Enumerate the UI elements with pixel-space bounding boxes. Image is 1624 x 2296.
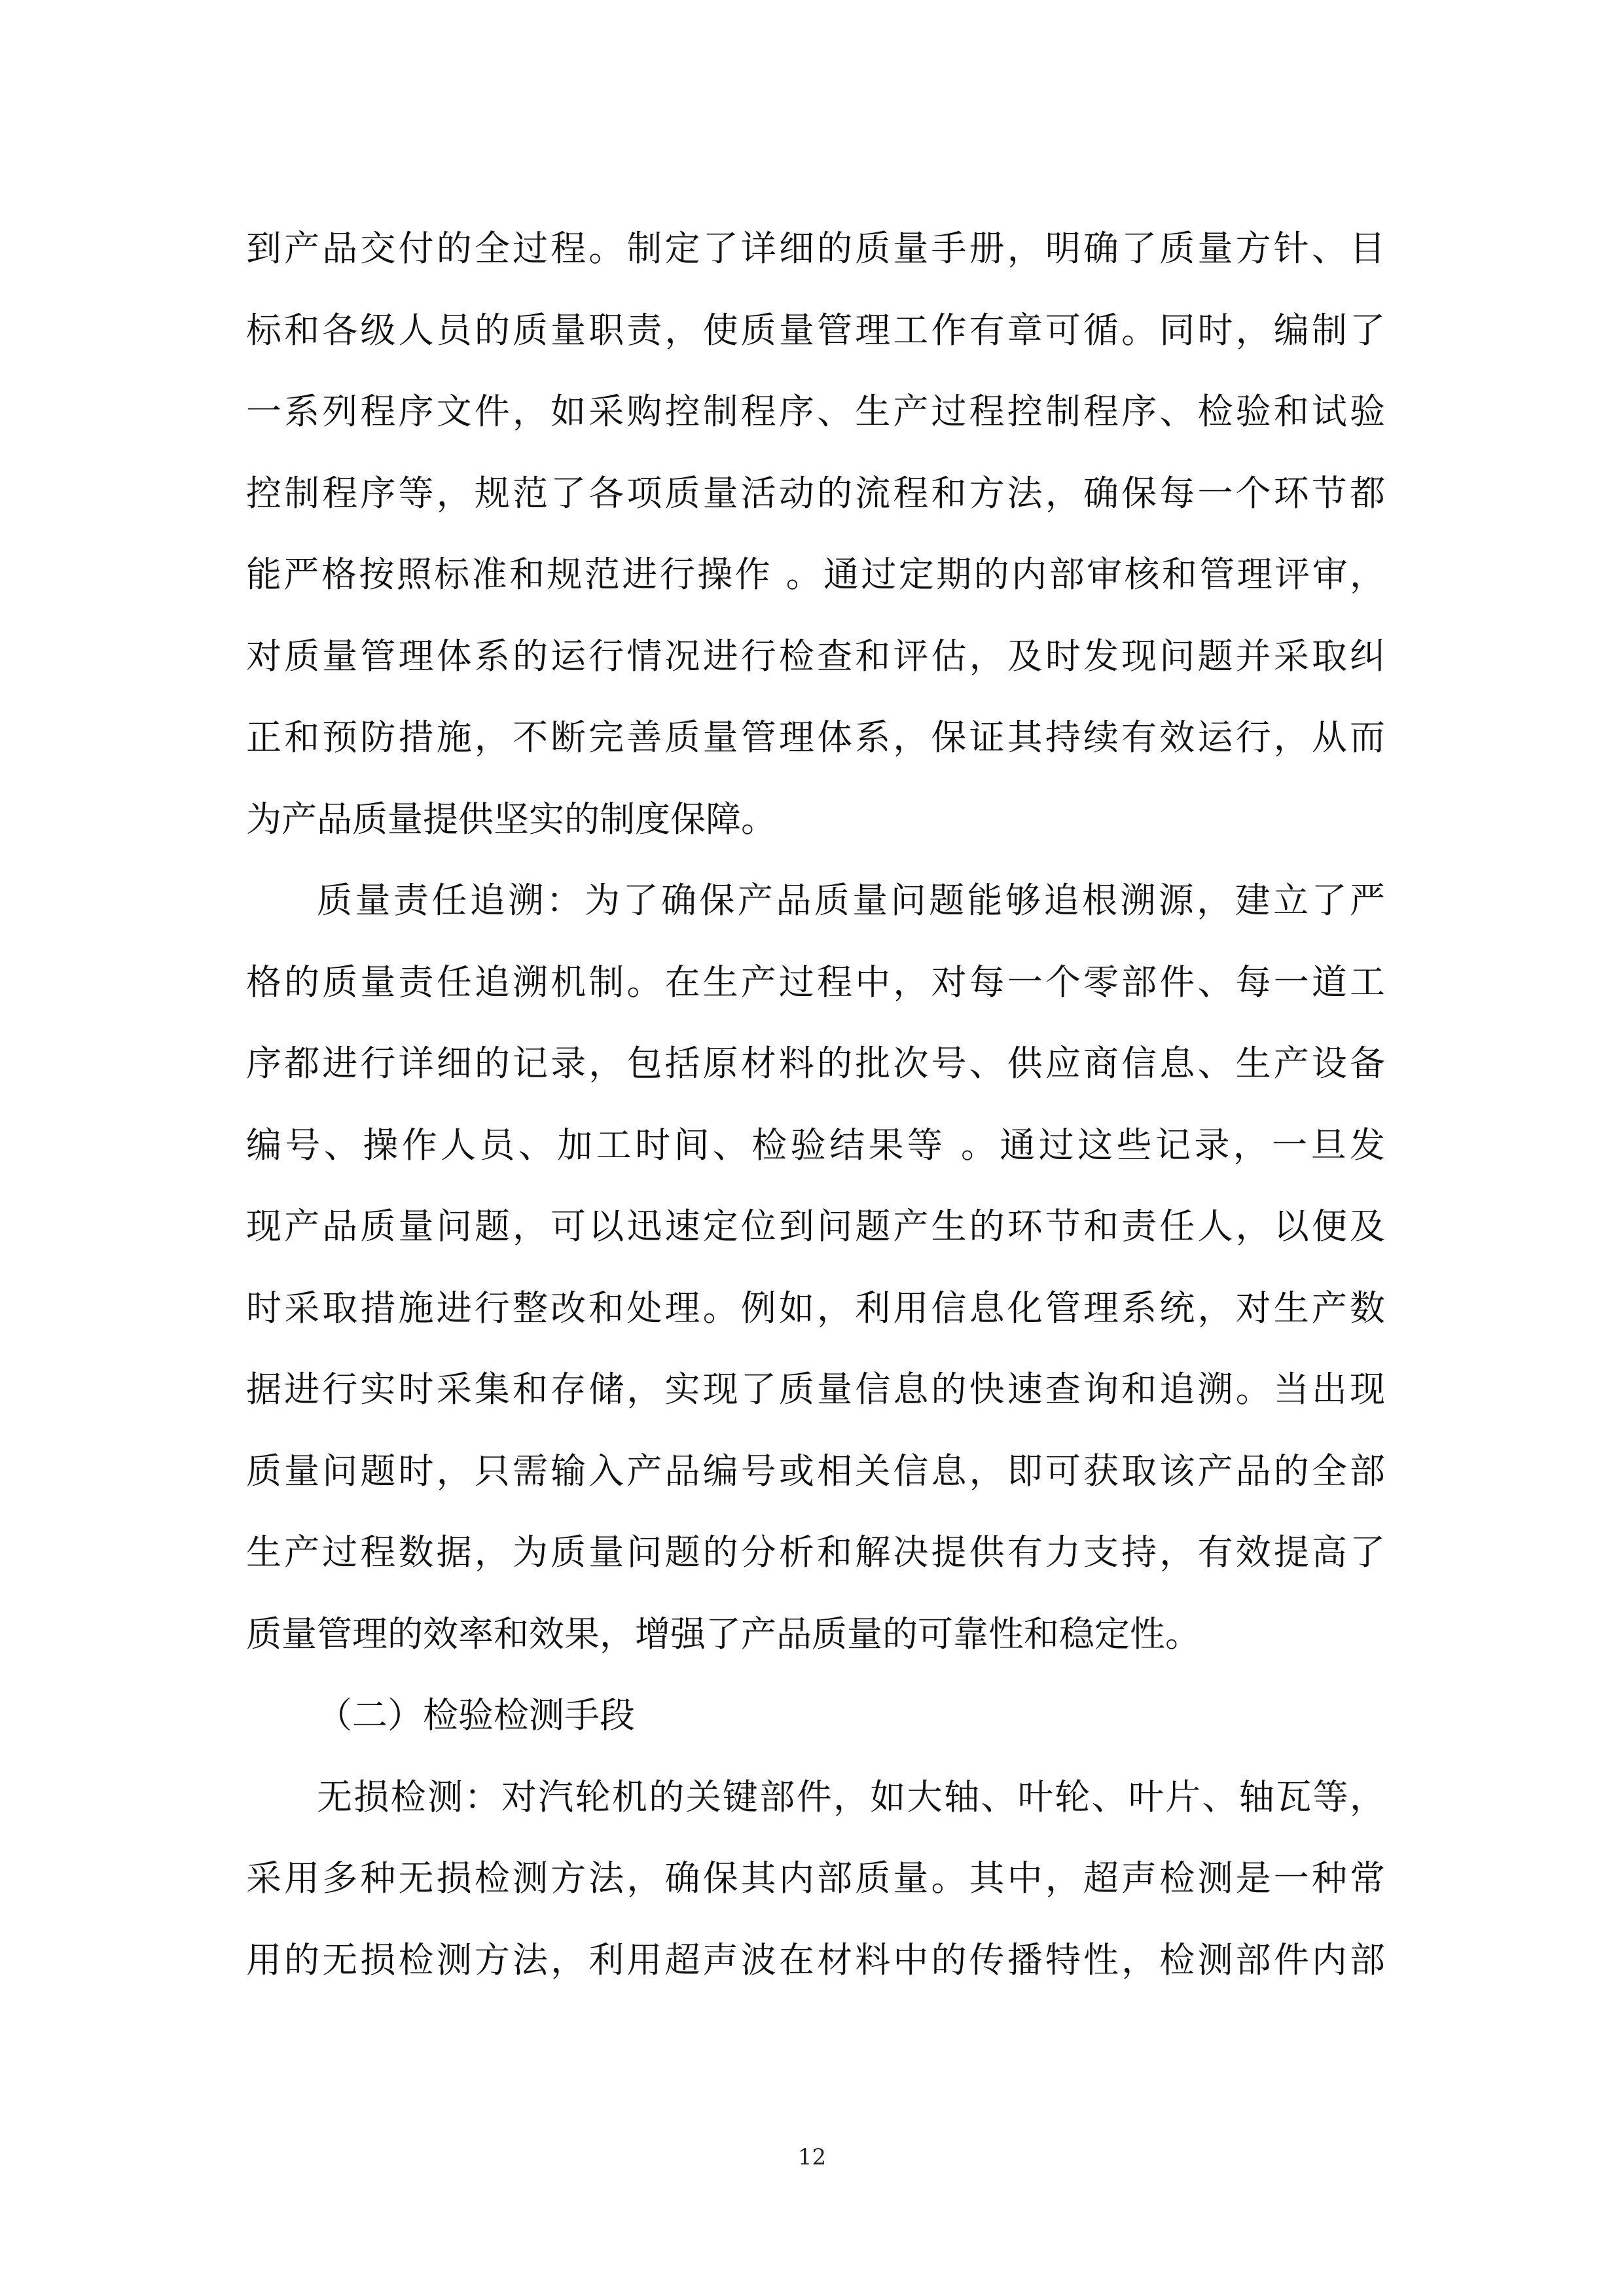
text-line: 质量管理的效率和效果，增强了产品质量的可靠性和稳定性。 xyxy=(246,1613,1200,1655)
section-heading: （二）检验检测手段 xyxy=(317,1695,635,1736)
text-line: 质量责任追溯：为了确保产品质量问题能够追根溯源，建立了严 xyxy=(317,880,1385,921)
text-line: 标和各级人员的质量职责，使质量管理工作有章可循。同时，编制了 xyxy=(246,309,1385,351)
text-line: 编号、操作人员、加工时间、检验结果等 。通过这些记录，一旦发 xyxy=(246,1124,1385,1166)
text-line: 采用多种无损检测方法，确保其内部质量。其中，超声检测是一种常 xyxy=(246,1857,1385,1899)
text-line: 到产品交付的全过程。制定了详细的质量手册，明确了质量方针、目 xyxy=(246,228,1385,269)
text-line: 序都进行详细的记录，包括原材料的批次号、供应商信息、生产设备 xyxy=(246,1043,1385,1084)
body-text xyxy=(246,208,1385,2001)
text-line: 对质量管理体系的运行情况进行检查和评估，及时发现问题并采取纠 xyxy=(246,635,1385,677)
text-line: 时采取措施进行整改和处理。例如，利用信息化管理系统，对生产数 xyxy=(246,1287,1385,1329)
page-number: 12 xyxy=(797,2144,827,2170)
text-line: 质量问题时，只需输入产品编号或相关信息，即可获取该产品的全部 xyxy=(246,1450,1385,1492)
text-line: 生产过程数据，为质量问题的分析和解决提供有力支持，有效提高了 xyxy=(246,1532,1385,1573)
text-line: 用的无损检测方法，利用超声波在材料中的传播特性，检测部件内部 xyxy=(246,1939,1385,1981)
text-line: 格的质量责任追溯机制。在生产过程中，对每一个零部件、每一道工 xyxy=(246,961,1385,1003)
text-line: 能严格按照标准和规范进行操作 。通过定期的内部审核和管理评审， xyxy=(246,554,1385,595)
text-line: 为产品质量提供坚实的制度保障。 xyxy=(246,798,776,840)
text-line: 现产品质量问题，可以迅速定位到问题产生的环节和责任人，以便及 xyxy=(246,1206,1385,1247)
text-line: 据进行实时采集和存储，实现了质量信息的快速查询和追溯。当出现 xyxy=(246,1369,1385,1410)
text-line: 正和预防措施，不断完善质量管理体系，保证其持续有效运行，从而 xyxy=(246,717,1385,758)
text-line: 控制程序等，规范了各项质量活动的流程和方法，确保每一个环节都 xyxy=(246,472,1385,514)
text-line: 无损检测：对汽轮机的关键部件，如大轴、叶轮、叶片、轴瓦等， xyxy=(317,1776,1385,1818)
text-line: 一系列程序文件，如采购控制程序、生产过程控制程序、检验和试验 xyxy=(246,391,1385,432)
